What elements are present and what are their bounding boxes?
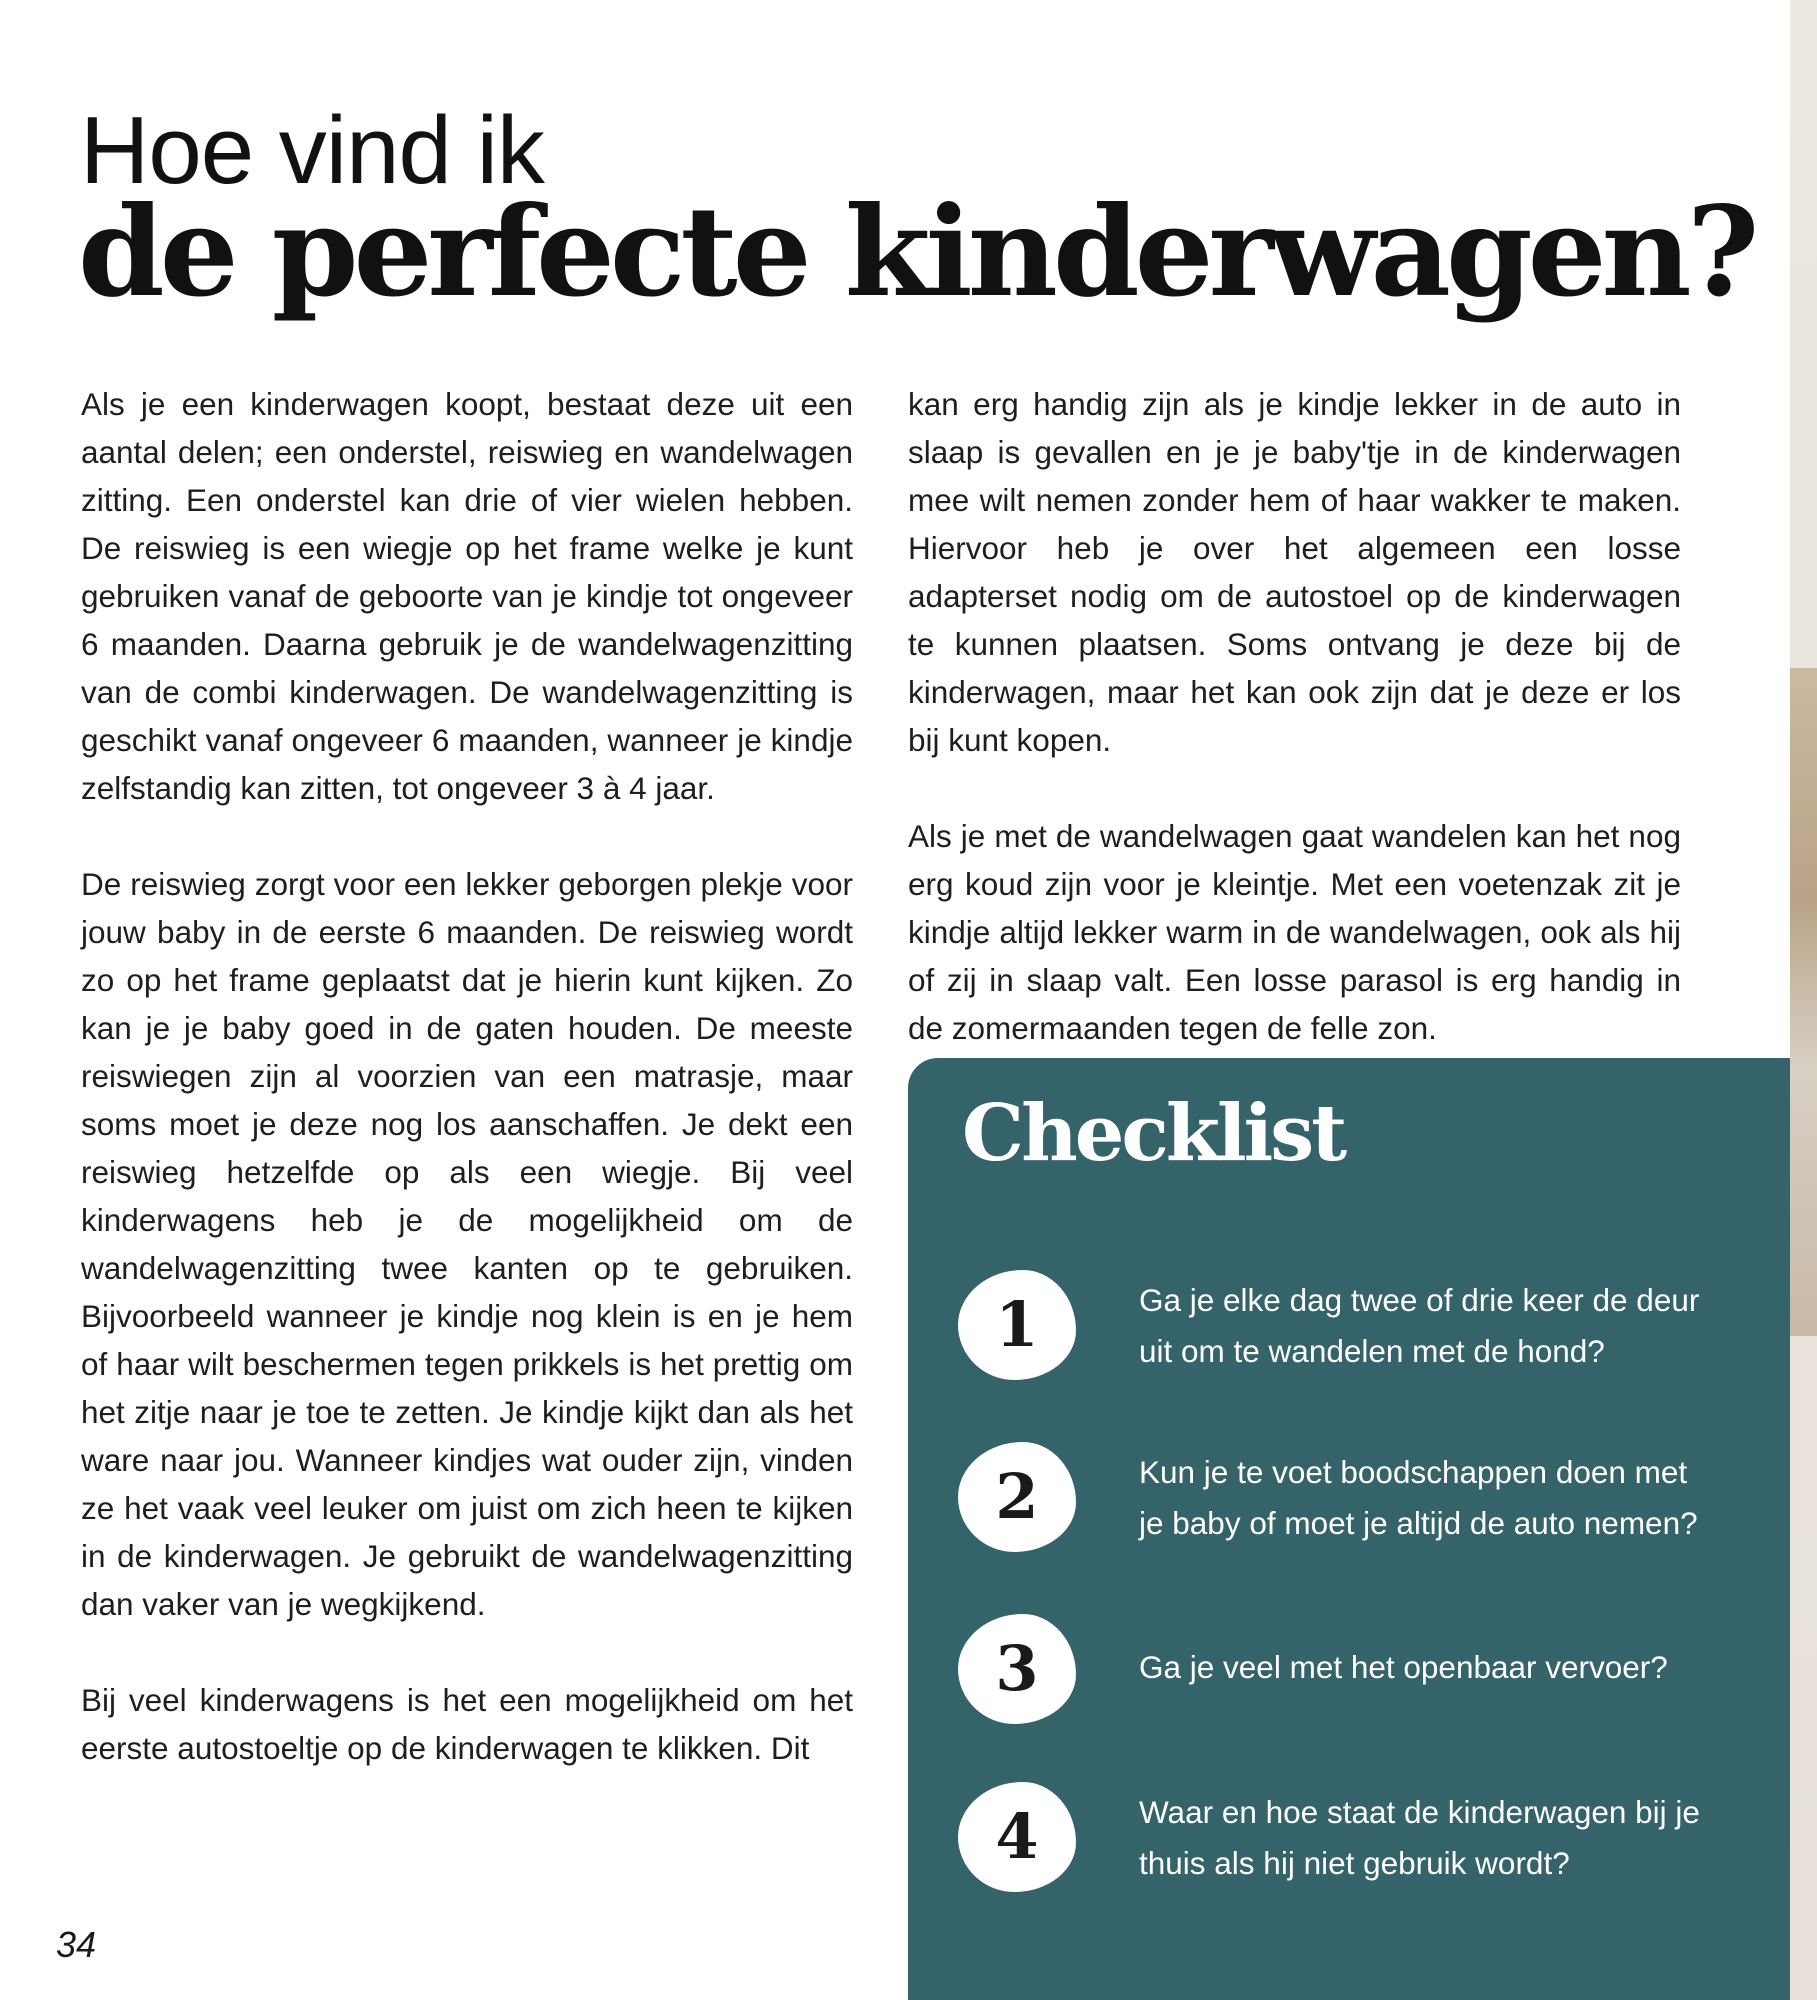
paragraph: Als je een kinderwagen koopt, bestaat deze uit een aantal delen; een onderstel, reiswieg en wandelwagen zitting. Een onderstel kan drie of vier wielen hebben. De reiswieg is een wiegje op het frame welke je kunt gebruiken vanaf de geboorte van je kindje tot ongeveer 6 maanden. Daarna gebruik je de wandelwagenzitting van de combi kinderwagen. De wandelwagenzitting is geschikt vanaf ongeveer 6 maanden, wanneer je kindje zelfstandig kan zitten, tot ongeveer 3 à 4 jaar. bbox=[81, 386, 853, 806]
paragraph: Als je met de wandelwagen gaat wandelen kan het nog erg koud zijn voor je kleintje. Met een voetenzak zit je kindje altijd lekker warm in de wandelwagen, ook als hij of zij in slaap valt. Een losse parasol is erg handig in de zomermaanden tegen de felle zon. bbox=[908, 818, 1681, 1046]
checklist-number-badge: 4 bbox=[958, 1782, 1076, 1892]
checklist-number-badge: 1 bbox=[958, 1270, 1076, 1380]
checklist-item-text: Waar en hoe staat de kinderwagen bij je thuis als hij niet gebruik wordt? bbox=[1139, 1794, 1700, 1881]
title-line-1: Hoe vind ik bbox=[80, 97, 544, 204]
checklist-item-text: Ga je veel met het openbaar vervoer? bbox=[1139, 1649, 1668, 1685]
title-line-2: de perfecte kinderwagen? bbox=[78, 180, 1755, 325]
checklist-item-text: Ga je elke dag twee of drie keer de deur uit om te wandelen met de hond? bbox=[1139, 1282, 1700, 1369]
paragraph: kan erg handig zijn als je kindje lekker in de auto in slaap is gevallen en je je baby'tje in de kinderwagen mee wilt nemen zonder hem of haar wakker te maken. Hiervoor heb je over het algemeen een losse adapterset nodig om de autostoel op de kinderwagen te kunnen plaatsen. Soms ontvang je deze bij de kinderwagen, maar het kan ook zijn dat je deze er los bij kunt kopen. bbox=[908, 386, 1681, 758]
page-number: 34 bbox=[56, 1924, 97, 1965]
checklist-box bbox=[908, 1058, 1790, 2000]
checklist-item bbox=[958, 1614, 1748, 1734]
checklist-number-badge: 2 bbox=[958, 1442, 1076, 1552]
checklist-title: Checklist bbox=[962, 1088, 1345, 1179]
paragraph: Bij veel kinderwagens is het een mogelijkheid om het eerste autostoeltje op de kinderwagen te klikken. Dit bbox=[81, 1682, 853, 1766]
checklist-item bbox=[958, 1782, 1748, 1902]
left-column bbox=[81, 380, 853, 1820]
checklist-item-text: Kun je te voet boodschappen doen met je baby of moet je altijd de auto nemen? bbox=[1139, 1454, 1698, 1541]
paragraph: De reiswieg zorgt voor een lekker geborgen plekje voor jouw baby in de eerste 6 maanden. De reiswieg wordt zo op het frame geplaatst dat je hierin kunt kijken. Zo kan je je baby goed in de gaten houden. De meeste reiswiegen zijn al voorzien van een matrasje, maar soms moet je deze nog los aanschaffen. Je dekt een reiswieg hetzelfde op als een wiegje. Bij veel kinderwagens heb je de mogelijkheid om de wandelwagenzitting twee kanten op te gebruiken. Bijvoorbeeld wanneer je kindje nog klein is en je hem of haar wilt beschermen tegen prikkels is het prettig om het zitje naar je toe te zetten. Je kindje kijkt dan als het ware naar jou. Wanneer kindjes wat ouder zijn, vinden ze het vaak veel leuker om juist om zich heen te kijken in de kinderwagen. Je gebruikt de wandelwagenzitting dan vaker van je wegkijkend. bbox=[81, 866, 853, 1622]
adjacent-page-edge bbox=[1790, 0, 1817, 2000]
checklist-item bbox=[958, 1270, 1748, 1390]
right-column bbox=[908, 380, 1681, 1100]
adjacent-page-photo bbox=[1790, 668, 1817, 1336]
checklist-number-badge: 3 bbox=[958, 1614, 1076, 1724]
checklist-item bbox=[958, 1442, 1748, 1562]
